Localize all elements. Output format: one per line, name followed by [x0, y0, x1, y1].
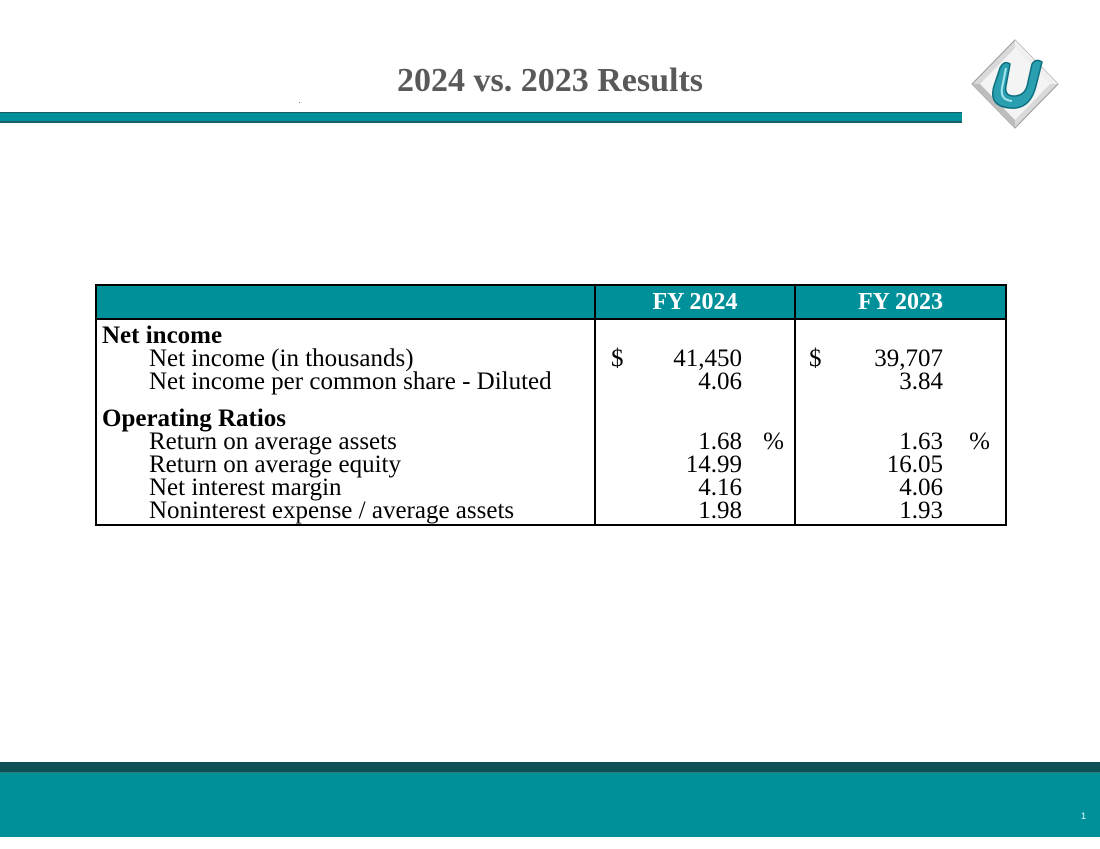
slide-title: 2024 vs. 2023 Results [396, 62, 704, 99]
row-label: Net income per common share - Diluted [96, 370, 595, 393]
footer-band [0, 772, 1100, 837]
header-fy2024: FY 2024 [595, 285, 795, 319]
page-number: 1 [1080, 811, 1086, 821]
table-row [96, 453, 1006, 476]
table-row [96, 370, 1006, 393]
table-header-row [96, 285, 1006, 319]
table-row [96, 430, 1006, 453]
header-fy2023: FY 2023 [795, 285, 1006, 319]
fy2024-value: 4.16 [698, 474, 742, 501]
fy2023-value: 16.05 [886, 451, 943, 478]
section-heading: Net income [96, 319, 595, 347]
section-row [96, 407, 1006, 430]
results-table [95, 284, 1007, 526]
fy2023-value: 3.84 [899, 368, 943, 395]
percent-sign: % [763, 428, 784, 455]
currency-symbol: $ [809, 345, 822, 372]
footer-dark-band [0, 762, 1100, 772]
table-row [96, 499, 1006, 525]
fy2023-value: 1.93 [899, 497, 943, 524]
row-label: Net income (in thousands) [96, 347, 595, 370]
row-label: Noninterest expense / average assets [96, 499, 595, 525]
fy2024-value: 14.99 [685, 451, 742, 478]
section-heading: Operating Ratios [96, 407, 595, 430]
fy2024-value: 4.06 [698, 368, 742, 395]
fy2024-value: 1.68 [698, 428, 742, 455]
decorative-dot [299, 102, 300, 103]
fy2023-value: 4.06 [899, 474, 943, 501]
header-blank-cell [96, 285, 595, 319]
fy2024-value: 1.98 [698, 497, 742, 524]
currency-symbol: $ [611, 345, 624, 372]
row-label: Return on average assets [96, 430, 595, 453]
section-row [96, 319, 1006, 347]
percent-sign: % [969, 428, 990, 455]
row-label: Return on average equity [96, 453, 595, 476]
row-label: Net interest margin [96, 476, 595, 499]
table-row [96, 476, 1006, 499]
fy2024-value: 41,450 [673, 345, 742, 372]
fy2023-value: 39,707 [874, 345, 943, 372]
fy2023-value: 1.63 [899, 428, 943, 455]
title-divider [0, 112, 962, 123]
table-row [96, 347, 1006, 370]
company-logo-icon [970, 38, 1060, 130]
